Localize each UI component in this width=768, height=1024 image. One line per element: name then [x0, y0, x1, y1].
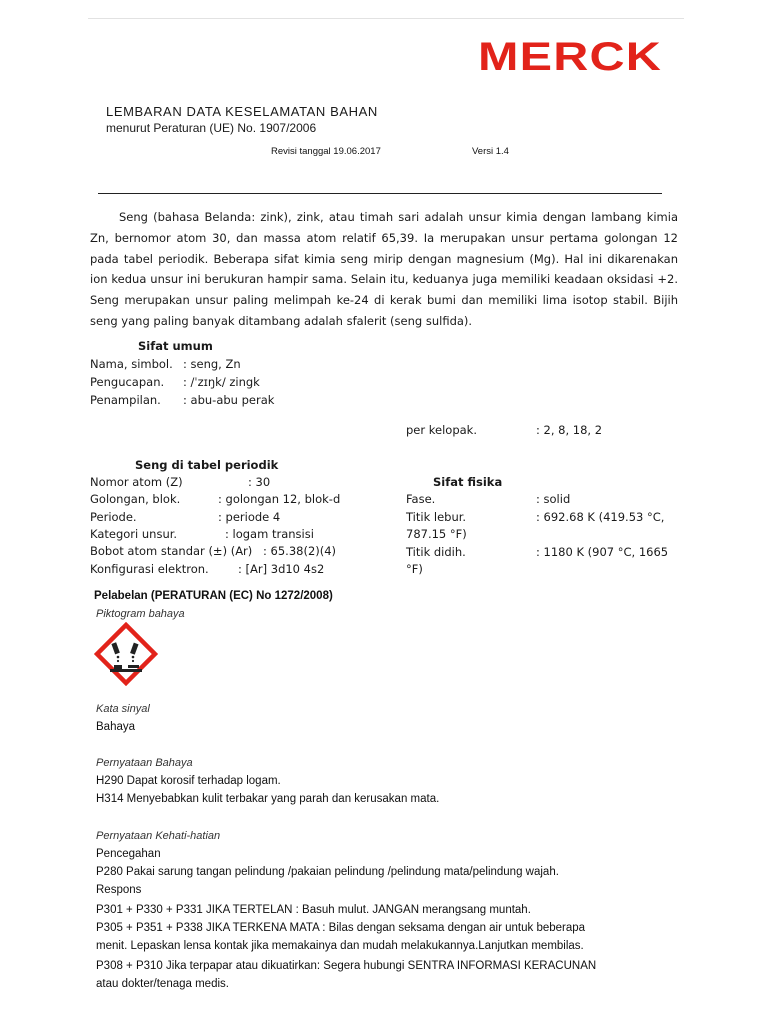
periodic-value-atomic-number: : 30	[248, 475, 271, 489]
periodic-heading: Seng di tabel periodik	[135, 458, 279, 472]
merck-logo	[478, 38, 664, 76]
hazard-h314: H314 Menyebabkan kulit terbakar yang parah dan kerusakan mata.	[96, 793, 440, 805]
boiling-point-label: Titik didih.	[406, 545, 466, 559]
response-heading: Respons	[96, 884, 142, 896]
top-divider	[88, 18, 684, 19]
precaution-p301: P301 + P330 + P331 JIKA TERTELAN : Basuh mulut. JANGAN merangsang muntah.	[96, 904, 531, 916]
phase-value: : solid	[536, 492, 571, 506]
svg-text:MERCK: MERCK	[478, 38, 662, 76]
general-label: Penampilan.	[90, 393, 161, 407]
shell-value: : 2, 8, 18, 2	[536, 423, 603, 437]
general-label: Pengucapan.	[90, 375, 165, 389]
general-value: : abu-abu perak	[183, 393, 275, 407]
general-row-appearance	[90, 393, 274, 407]
precaution-statements-label: Pernyataan Kehati-hatian	[96, 830, 221, 842]
periodic-value-category: : logam transisi	[225, 527, 314, 541]
general-label: Nama, simbol.	[90, 357, 173, 371]
document-title: LEMBARAN DATA KESELAMATAN BAHAN	[106, 104, 378, 119]
revision-date: Revisi tanggal 19.06.2017	[271, 146, 381, 157]
header-rule	[98, 193, 662, 194]
periodic-value-atomic-weight: : 65.38(2)(4)	[263, 544, 337, 558]
periodic-value-period: : periode 4	[218, 510, 281, 524]
periodic-label-group: Golongan, blok.	[90, 492, 181, 506]
periodic-value-group: : golongan 12, blok-d	[218, 492, 341, 506]
periodic-label-category: Kategori unsur.	[90, 527, 178, 541]
boiling-point-value: : 1180 K (907 °C, 1665	[536, 545, 669, 559]
prevention-heading: Pencegahan	[96, 848, 161, 860]
labelling-heading: Pelabelan (PERATURAN (EC) No 1272/2008)	[94, 590, 333, 602]
general-value: : seng, Zn	[183, 357, 241, 371]
signal-word-value: Bahaya	[96, 721, 136, 733]
hazard-h290: H290 Dapat korosif terhadap logam.	[96, 775, 281, 787]
version-number: Versi 1.4	[472, 146, 509, 157]
melting-point-value: : 692.68 K (419.53 °C,	[536, 510, 665, 524]
precaution-p308: P308 + P310 Jika terpapar atau dikuatirkan: Segera hubungi SENTRA INFORMASI KERACUNAN	[96, 960, 597, 972]
melting-point-label: Titik lebur.	[406, 510, 467, 524]
periodic-label-electron-config: Konfigurasi elektron.	[90, 562, 209, 576]
boiling-point-value-cont: °F)	[406, 562, 423, 576]
general-row-name	[90, 357, 241, 371]
hazard-statements-label: Pernyataan Bahaya	[96, 757, 193, 769]
melting-point-value-cont: 787.15 °F)	[406, 527, 467, 541]
periodic-label-period: Periode.	[90, 510, 137, 524]
physical-heading: Sifat fisika	[433, 475, 503, 489]
shell-label: per kelopak.	[406, 423, 477, 437]
precaution-p308-cont: atau dokter/tenaga medis.	[96, 978, 229, 990]
signal-word-label: Kata sinyal	[96, 703, 150, 715]
general-row-pronunciation	[90, 375, 260, 389]
precaution-p305-cont: menit. Lepaskan lensa kontak jika memakainya dan mudah melakukannya.Lanjutkan membilas.	[96, 940, 584, 952]
general-heading: Sifat umum	[138, 339, 213, 353]
pictogram-label: Piktogram bahaya	[96, 608, 185, 620]
phase-label: Fase.	[406, 492, 436, 506]
periodic-label-atomic-number: Nomor atom (Z)	[90, 475, 183, 489]
intro-paragraph: Seng (bahasa Belanda: zink), zink, atau timah sari adalah unsur kimia dengan lambang kimia Zn, bernomor atom 30, dan massa atom relatif 65,39. Ia merupakan unsur pertama golongan 12 pada tabel periodik. Beberapa sifat kimia seng mirip dengan magnesium (Mg). Hal ini dikarenakan ion kedua unsur ini berukuran hampir sama. Selain itu, keduanya juga memiliki keadaan oksidasi +2. Seng merupakan unsur paling melimpah ke-24 di kerak bumi dan memiliki lima isotop stabil. Bijih seng yang paling banyak ditambang adalah sfalerit (seng sulfida).	[90, 210, 678, 328]
precaution-p305: P305 + P351 + P338 JIKA TERKENA MATA : Bilas dengan seksama dengan air untuk beberapa	[96, 922, 586, 934]
periodic-value-electron-config: : [Ar] 3d10 4s2	[238, 562, 325, 576]
precaution-p280: P280 Pakai sarung tangan pelindung /pakaian pelindung /pelindung mata/pelindung wajah.	[96, 866, 559, 878]
general-value: : /ˈzɪŋk/ zingk	[183, 375, 260, 389]
periodic-label-atomic-weight: Bobot atom standar (±) (Ar)	[90, 544, 253, 558]
document-subtitle: menurut Peraturan (UE) No. 1907/2006	[106, 121, 317, 135]
ghs05-corrosion-icon	[94, 622, 158, 686]
